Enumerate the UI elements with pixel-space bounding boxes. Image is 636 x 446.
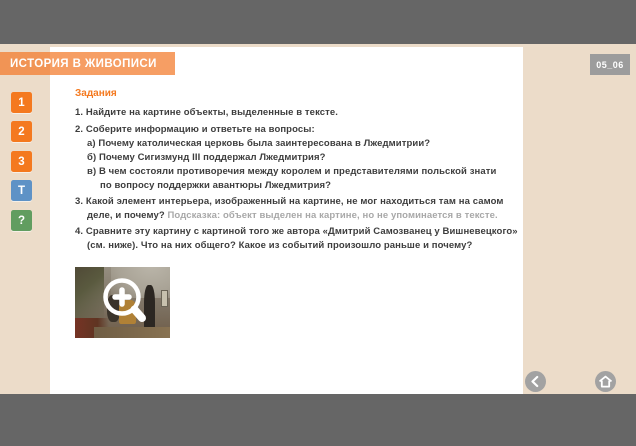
slide-title-banner xyxy=(0,52,175,75)
sidebar-button-1[interactable]: 1 xyxy=(11,92,32,113)
task3-hint: Подсказка: объект выделен на картине, но не упоминается в тексте. xyxy=(167,210,498,221)
sidebar-button-2[interactable]: 2 xyxy=(11,121,32,142)
task2-line1: 2. Соберите информацию и ответьте на вопросы: xyxy=(75,124,315,135)
task2-sub-a: а) Почему католическая церковь была заинтересована в Лжедмитрии? xyxy=(87,138,431,149)
task3-line1: 3. Какой элемент интерьера, изображенный на картине, не мог находиться там на самом xyxy=(75,196,504,207)
task1-line1: 1. Найдите на картине объекты, выделенные в тексте. xyxy=(75,107,339,118)
chevron-left-icon xyxy=(525,371,546,392)
task4-line1: 4. Сравните эту картину с картиной того же автора «Дмитрий Самозванец у Вишневецкого» xyxy=(75,226,518,237)
tasks-heading: Задания xyxy=(75,88,117,99)
sidebar-button-3[interactable]: 3 xyxy=(11,151,32,172)
task2-sub-v-line2: по вопросу поддержки авантюры Лжедмитрия? xyxy=(100,180,332,191)
sidebar-button-help[interactable]: ? xyxy=(11,210,32,231)
home-button[interactable] xyxy=(595,371,616,392)
home-icon xyxy=(595,371,616,392)
painting-thumbnail[interactable] xyxy=(75,267,170,338)
task3-line2 xyxy=(87,210,498,221)
back-button[interactable] xyxy=(525,371,546,392)
slide-title: ИСТОРИЯ В ЖИВОПИСИ xyxy=(10,57,157,70)
sidebar-button-text[interactable]: T xyxy=(11,180,32,201)
slide-number-badge: 05_06 xyxy=(590,54,630,75)
task2-sub-v-line1: в) В чем состояли противоречия между королем и представителями польской знати xyxy=(87,166,497,177)
task4-line2: (см. ниже). Что на них общего? Какое из событий произошло раньше и почему? xyxy=(87,240,473,251)
task3-line2-bold: деле, и почему? xyxy=(87,210,165,221)
magnifier-plus-icon xyxy=(75,267,170,338)
slide-page xyxy=(0,44,636,394)
task2-sub-b: б) Почему Сигизмунд III поддержал Лжедмитрия? xyxy=(87,152,326,163)
